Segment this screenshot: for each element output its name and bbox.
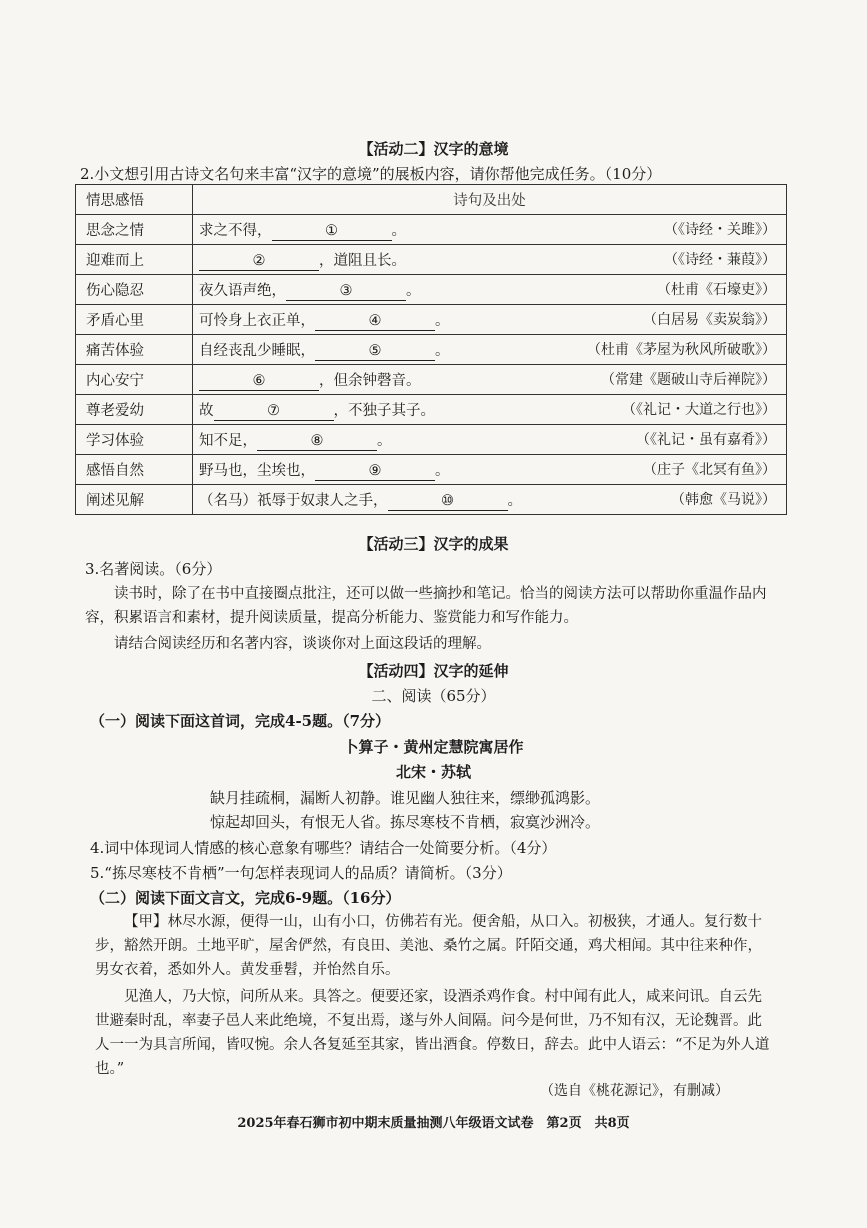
emotion-cell: 思念之情 xyxy=(76,215,193,245)
poem-text-after: ，但余钟磬音。 xyxy=(319,372,421,389)
fill-blank[interactable]: ④ xyxy=(315,313,435,331)
poem-line xyxy=(199,429,392,451)
poem-cell xyxy=(193,455,787,485)
header-poem: 诗句及出处 xyxy=(193,185,787,215)
emotion-cell: 感悟自然 xyxy=(76,455,193,485)
table-row xyxy=(76,245,787,275)
poem-line xyxy=(199,399,435,421)
poem-title: 卜算子・黄州定慧院寓居作 xyxy=(343,738,524,756)
poem-text-after: 。 xyxy=(435,342,450,359)
fill-blank[interactable]: ⑨ xyxy=(315,463,435,481)
question-3: 3.名著阅读。（6分） xyxy=(85,560,222,578)
poem-text-after: 。 xyxy=(377,432,392,449)
table-row xyxy=(76,485,787,515)
poem-author: 北宋・苏轼 xyxy=(395,763,471,781)
poem-text-after: ，道阻且长。 xyxy=(319,252,406,269)
poem-text-before: 求之不得， xyxy=(199,222,272,239)
question-5: 5.“拣尽寒枝不肯栖”一句怎样表现词人的品质？请简析。（3分） xyxy=(90,864,512,882)
fill-blank[interactable]: ③ xyxy=(286,283,406,301)
table-row xyxy=(76,365,787,395)
activity4-title: 【活动四】汉字的延伸 xyxy=(358,662,509,680)
activity3-title: 【活动三】汉字的成果 xyxy=(358,535,509,553)
poem-line xyxy=(199,339,450,361)
poem-line xyxy=(199,279,421,301)
poem-line xyxy=(199,369,421,391)
fill-blank[interactable]: ⑧ xyxy=(257,433,377,451)
emotion-cell: 阐述见解 xyxy=(76,485,193,515)
emotion-cell: 伤心隐忍 xyxy=(76,275,193,305)
poem-cell xyxy=(193,335,787,365)
emotion-cell: 痛苦体验 xyxy=(76,335,193,365)
poem-source: （常建《题破山寺后禅院》） xyxy=(601,371,776,388)
poem-source: （白居易《卖炭翁》） xyxy=(643,311,776,328)
poem-text-before: 野马也，尘埃也， xyxy=(199,462,315,479)
poem-cell xyxy=(193,245,787,275)
poem-cell xyxy=(193,305,787,335)
table-header-row xyxy=(76,185,787,215)
fill-blank[interactable]: ⑩ xyxy=(388,493,508,511)
question-4: 4.词中体现词人情感的核心意象有哪些？请结合一处简要分析。（4分） xyxy=(90,839,557,857)
classical-text-para-1: 【甲】林尽水源，便得一山，山有小口，仿佛若有光。便舍船，从口入。初极狭，才通人。复行数十步，豁然开朗。土地平旷，屋舍俨然，有良田、美池、桑竹之属。阡陌交通，鸡犬相闻。其中往来种作，男女衣着，悉如外人。黄发垂髫，并怡然自乐。 xyxy=(95,914,762,978)
poem-source: （《诗经・关雎》） xyxy=(664,221,776,238)
poem-source: （韩愈《马说》） xyxy=(671,491,776,508)
poem-line xyxy=(199,459,450,481)
fill-blank[interactable]: ⑥ xyxy=(199,373,319,391)
poem-line-2: 惊起却回头，有恨无人省。拣尽寒枝不肯栖，寂寞沙洲冷。 xyxy=(210,813,601,831)
fill-blank[interactable]: ② xyxy=(199,253,319,271)
table-row xyxy=(76,305,787,335)
poem-text-after: 。 xyxy=(391,222,406,239)
poem-line xyxy=(199,249,406,271)
fill-blank[interactable]: ⑤ xyxy=(315,343,435,361)
poem-table xyxy=(75,184,787,515)
poem-source: （《礼记・虽有嘉肴》） xyxy=(636,431,776,448)
poem-text-before: 故 xyxy=(199,402,214,419)
emotion-cell: 迎难而上 xyxy=(76,245,193,275)
poem-text-before: 可怜身上衣正单， xyxy=(199,312,315,329)
poem-cell xyxy=(193,485,787,515)
poem-source: （杜甫《石壕吏》） xyxy=(657,281,776,298)
poem-text-after: 。 xyxy=(406,282,421,299)
fill-blank[interactable]: ⑦ xyxy=(214,403,334,421)
poem-cell xyxy=(193,425,787,455)
poem-cell xyxy=(193,365,787,395)
poem-text-after: 。 xyxy=(507,492,522,509)
poem-source: （庄子《北冥有鱼》） xyxy=(643,461,776,478)
poem-text-after: ，不独子其子。 xyxy=(333,402,435,419)
question-2: 2.小文想引用古诗文名句来丰富“汉字的意境”的展板内容，请你帮他完成任务。（10分） xyxy=(80,165,662,183)
section-reading: 二、阅读（65分） xyxy=(371,687,496,705)
emotion-cell: 内心安宁 xyxy=(76,365,193,395)
fill-blank[interactable]: ① xyxy=(272,223,392,241)
header-emotion: 情思感悟 xyxy=(76,185,193,215)
poem-source: （《礼记・大道之行也》） xyxy=(622,401,776,418)
poem-line xyxy=(199,489,522,511)
poem-text-after: 。 xyxy=(435,312,450,329)
table-row xyxy=(76,335,787,365)
table-row xyxy=(76,275,787,305)
poem-cell xyxy=(193,215,787,245)
poem-source: （《诗经・蒹葭》） xyxy=(664,251,776,268)
table-row xyxy=(76,425,787,455)
poem-text-before: 夜久语声绝， xyxy=(199,282,286,299)
emotion-cell: 矛盾心里 xyxy=(76,305,193,335)
poem-line xyxy=(199,309,450,331)
table-row xyxy=(76,395,787,425)
table-row xyxy=(76,215,787,245)
question-3-passage: 读书时，除了在书中直接圈点批注，还可以做一些摘抄和笔记。恰当的阅读方法可以帮助你重温作品内容，积累语言和素材，提升阅读质量，提高分析能力、鉴赏能力和写作能力。 xyxy=(85,586,767,626)
classical-text-para-2: 见渔人，乃大惊，问所从来。具答之。便要还家，设酒杀鸡作食。村中闻有此人，咸来问讯。自云先世避秦时乱，率妻子邑人来此绝境，不复出焉，遂与外人间隔。问今是何世，乃不知有汉，无论魏晋。此人一一为具言所闻，皆叹惋。余人各复延至其家，皆出酒食。停数日，辞去。此中人语云：“不足为外人道也。” xyxy=(95,989,770,1077)
poem-cell xyxy=(193,395,787,425)
emotion-cell: 学习体验 xyxy=(76,425,193,455)
part-2-heading: （二）阅读下面文言文，完成6-9题。（16分） xyxy=(90,889,401,907)
page-footer: 2025年春石狮市初中期末质量抽测八年级语文试卷 第2页 共8页 xyxy=(237,1116,630,1131)
activity2-title: 【活动二】汉字的意境 xyxy=(358,140,509,158)
poem-text-after: 。 xyxy=(435,462,450,479)
poem-text-before: 知不足， xyxy=(199,432,257,449)
emotion-cell: 尊老爱幼 xyxy=(76,395,193,425)
poem-line-1: 缺月挂疏桐，漏断人初静。谁见幽人独往来，缥缈孤鸿影。 xyxy=(210,789,601,807)
poem-cell xyxy=(193,275,787,305)
table-row xyxy=(76,455,787,485)
poem-text-before: 自经丧乱少睡眠， xyxy=(199,342,315,359)
poem-source: （杜甫《茅屋为秋风所破歌》） xyxy=(587,341,776,358)
text-source: （选自《桃花源记》，有删减） xyxy=(540,1083,729,1099)
part-1-heading: （一）阅读下面这首词，完成4-5题。（7分） xyxy=(90,712,391,730)
poem-text-before: （名马）祇辱于奴隶人之手， xyxy=(199,492,388,509)
poem-line xyxy=(199,219,406,241)
question-3-prompt: 请结合阅读经历和名著内容，谈谈你对上面这段话的理解。 xyxy=(114,636,491,652)
